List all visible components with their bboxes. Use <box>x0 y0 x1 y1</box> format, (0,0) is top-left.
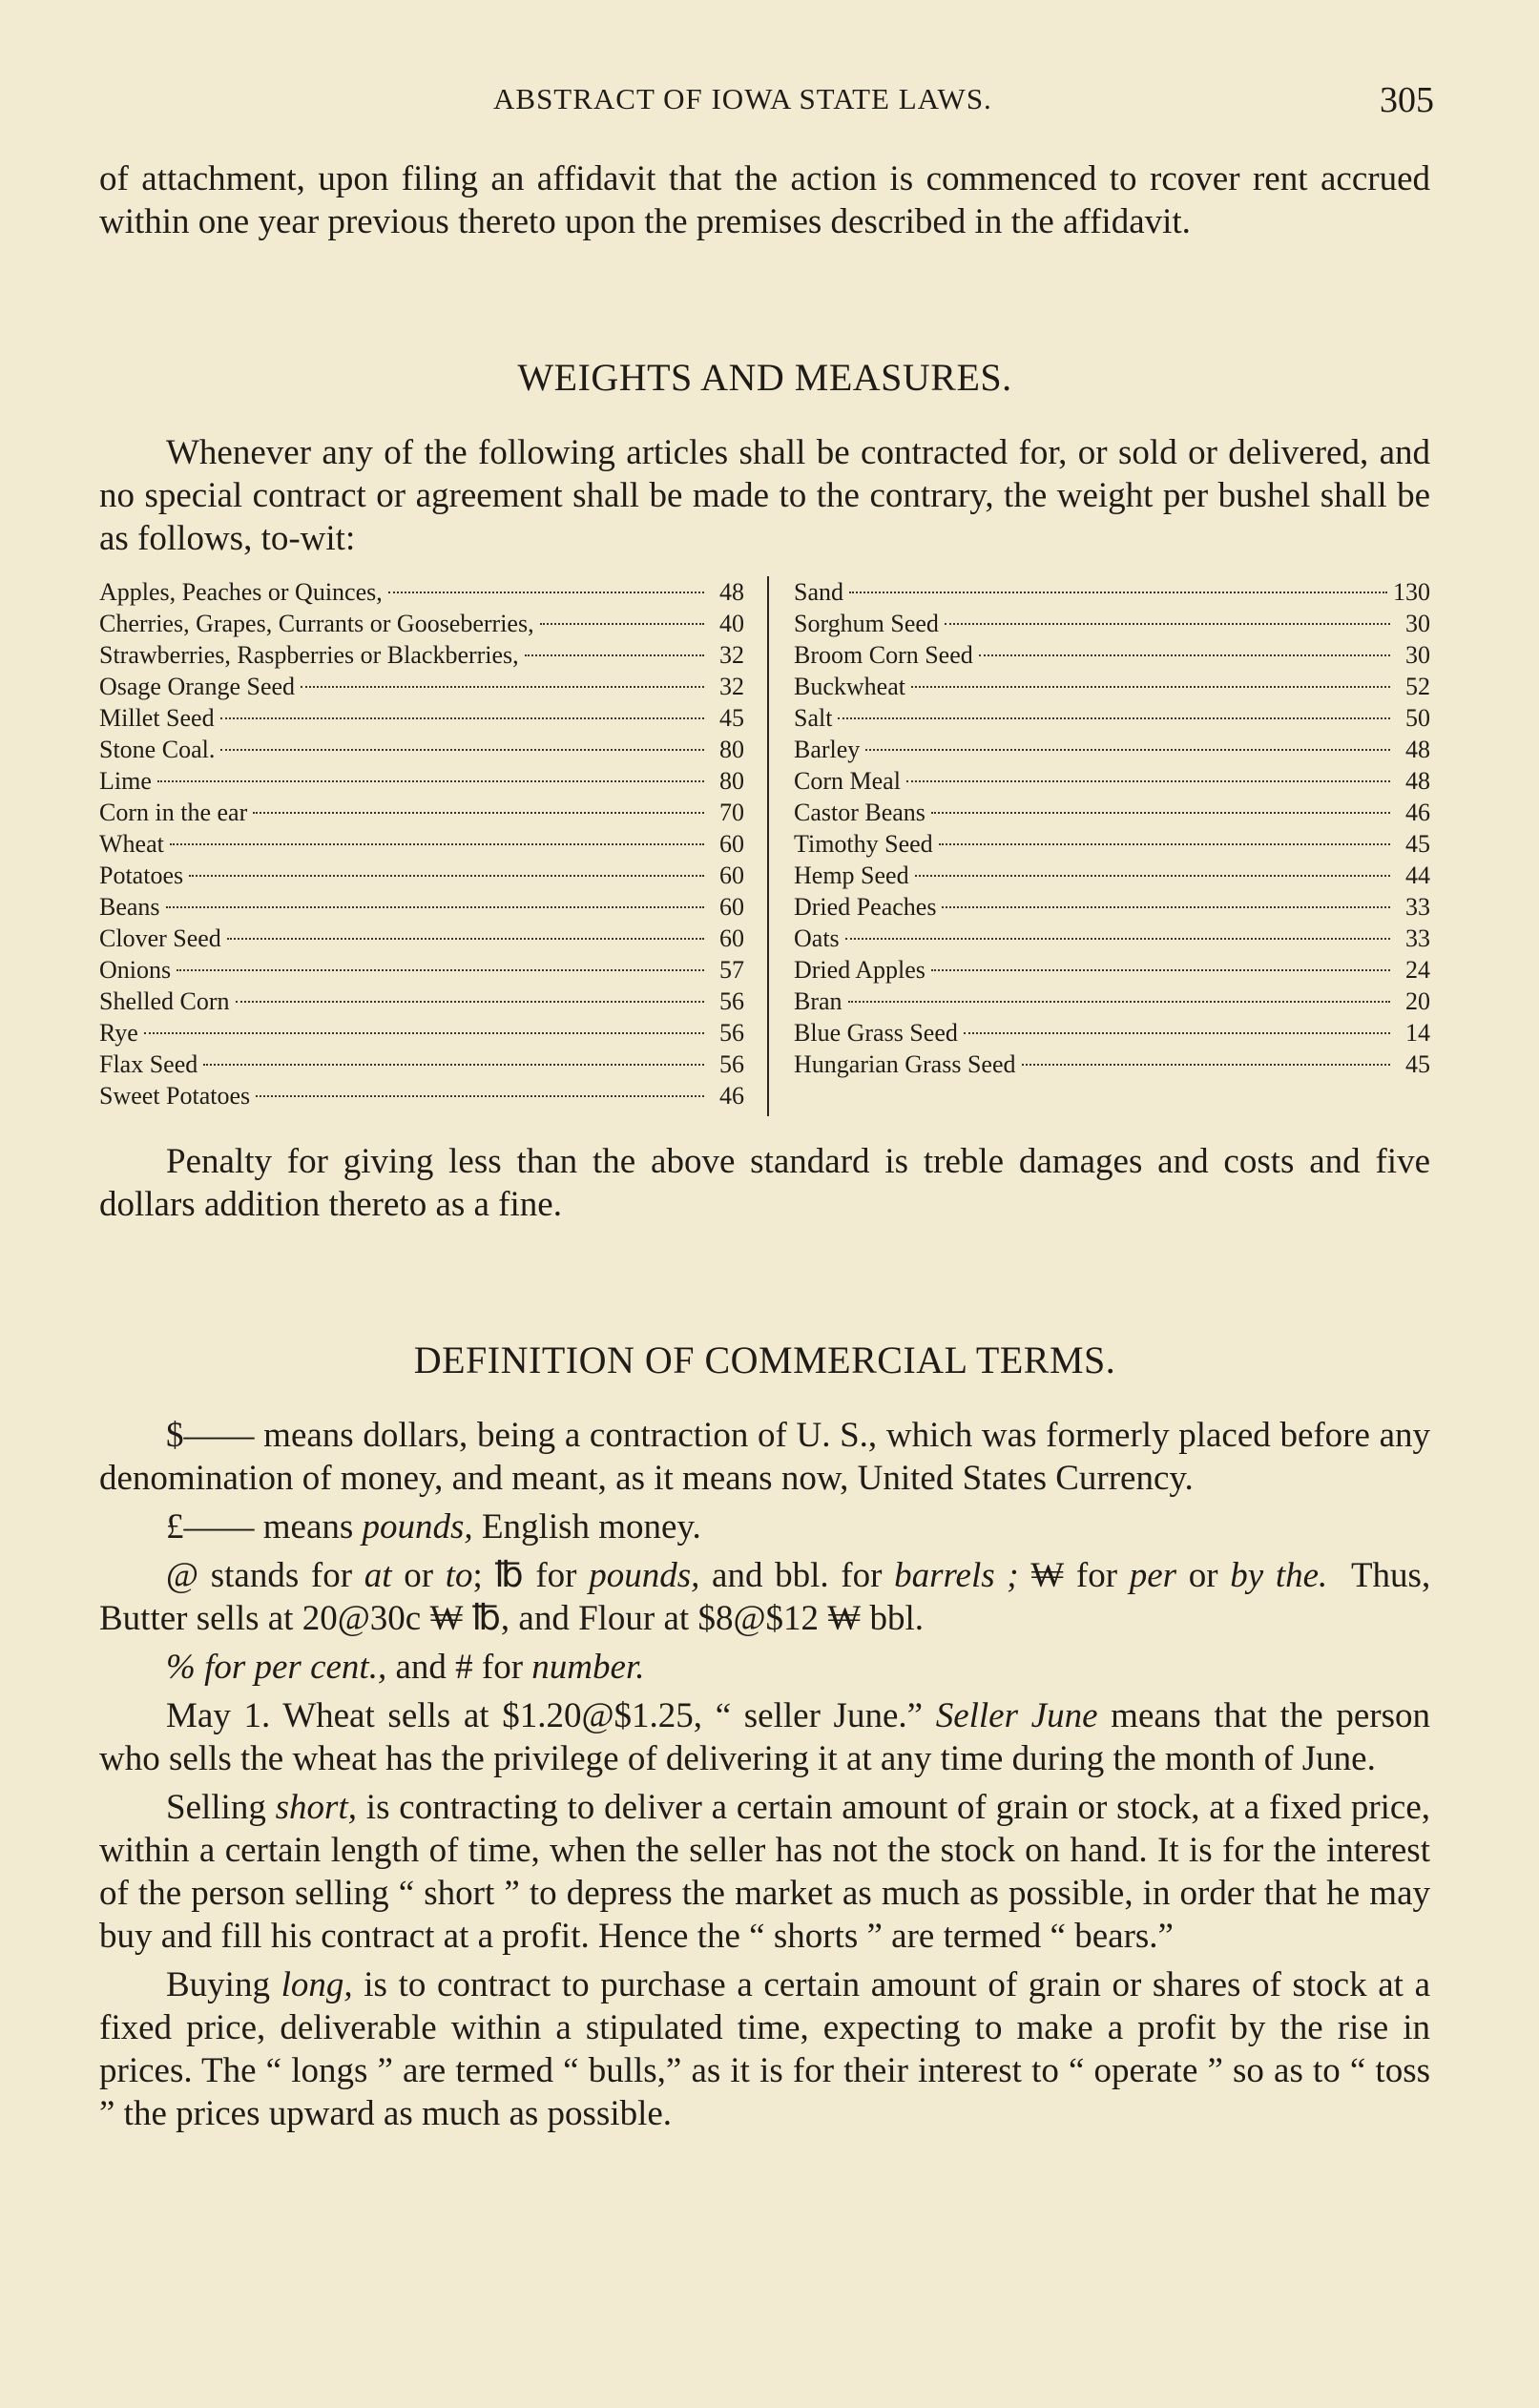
item-name: Sand <box>794 578 843 606</box>
dot-leader <box>170 843 704 845</box>
dot-leader <box>166 906 704 908</box>
item-name: Potatoes <box>99 861 184 889</box>
dot-leader <box>227 938 704 940</box>
item-weight: 52 <box>1405 673 1430 700</box>
at-text-5: and bbl. for <box>712 1556 883 1595</box>
item-weight: 60 <box>719 861 744 889</box>
running-title: ABSTRACT OF IOWA STATE LAWS. <box>493 82 992 115</box>
weights-left-row <box>99 923 744 954</box>
weights-left-row <box>99 891 744 923</box>
at-text-1: stands for <box>210 1556 353 1595</box>
weights-left-row <box>99 1017 744 1048</box>
dot-leader <box>964 1032 1390 1034</box>
weights-left-column <box>99 576 744 1111</box>
may-text-2: means that the person who sells the wheat has the privilege of delivering it at any time during the month of June. <box>99 1696 1430 1778</box>
item-weight: 44 <box>1405 861 1430 889</box>
dot-leader <box>203 1064 704 1066</box>
item-name: Barley <box>794 736 861 763</box>
at-text-4: for <box>535 1556 577 1595</box>
weights-right-row <box>794 639 1430 671</box>
running-head <box>100 82 1434 124</box>
item-weight: 32 <box>719 641 744 669</box>
item-weight: 80 <box>719 767 744 795</box>
item-weight: 45 <box>1405 1050 1430 1078</box>
item-weight: 56 <box>719 1050 744 1078</box>
weights-intro-block <box>99 431 1430 560</box>
weights-left-row <box>99 765 744 797</box>
dot-leader <box>845 938 1390 940</box>
item-weight: 33 <box>1405 924 1430 952</box>
may-italic: Seller June <box>935 1696 1098 1735</box>
item-name: Bran <box>794 987 842 1015</box>
item-name: Apples, Peaches or Quinces, <box>99 578 383 606</box>
at-italic-4: barrels ; <box>894 1556 1019 1595</box>
item-name: Cherries, Grapes, Currants or Gooseberries, <box>99 610 534 637</box>
weights-left-row <box>99 608 744 639</box>
buying-long-definition <box>99 1963 1430 2135</box>
item-name: Castor Beans <box>794 799 925 826</box>
weights-left-row <box>99 954 744 986</box>
weights-right-row <box>794 1017 1430 1048</box>
short-text-1: Selling <box>166 1788 266 1827</box>
dot-leader <box>189 875 704 877</box>
short-italic: short, <box>275 1788 357 1827</box>
weights-left-row <box>99 828 744 860</box>
item-weight: 56 <box>719 987 744 1015</box>
item-name: Broom Corn Seed <box>794 641 973 669</box>
long-italic: long, <box>281 1965 353 2004</box>
at-text-8: Thus, Butter sells at 20@30c ₩ ℔, and Flour at $8@$12 ₩ bbl. <box>99 1556 1431 1638</box>
weights-right-row <box>794 891 1430 923</box>
dollar-definition <box>99 1414 1430 1500</box>
item-name: Buckwheat <box>794 673 905 700</box>
item-weight: 46 <box>719 1082 744 1110</box>
weights-right-row <box>794 954 1430 986</box>
column-divider <box>767 576 769 1116</box>
weights-left-row <box>99 797 744 828</box>
item-weight: 60 <box>719 924 744 952</box>
weights-right-row <box>794 1048 1430 1080</box>
pound-weight-symbol: ℔ <box>494 1556 524 1595</box>
item-name: Oats <box>794 924 840 952</box>
item-name: Shelled Corn <box>99 987 230 1015</box>
weights-right-row <box>794 765 1430 797</box>
item-weight: 130 <box>1393 578 1430 606</box>
dot-leader <box>911 686 1390 688</box>
item-name: Hemp Seed <box>794 861 909 889</box>
item-weight: 60 <box>719 830 744 858</box>
item-name: Clover Seed <box>99 924 221 952</box>
dot-leader <box>931 969 1390 971</box>
weights-intro: Whenever any of the following articles shall be contracted for, or sold or delivered, and no special contract or agreement shall be made to the contrary, the weight per bushel shall be as follows, to-wit: <box>99 433 1430 558</box>
at-italic-6: by the. <box>1230 1556 1328 1595</box>
item-name: Rye <box>99 1019 138 1047</box>
dot-leader <box>144 1032 704 1034</box>
dot-leader <box>915 875 1390 877</box>
at-text-6: for <box>1075 1556 1118 1595</box>
item-weight: 46 <box>1405 799 1430 826</box>
dot-leader <box>388 592 704 593</box>
at-symbol: @ <box>166 1556 199 1595</box>
item-name: Timothy Seed <box>794 830 933 858</box>
dot-leader <box>945 623 1390 625</box>
dot-leader <box>301 686 704 688</box>
item-name: Millet Seed <box>99 704 215 732</box>
pound-definition <box>99 1505 1430 1548</box>
item-weight: 14 <box>1405 1019 1430 1047</box>
item-name: Strawberries, Raspberries or Blackberries, <box>99 641 519 669</box>
at-text-7: or <box>1188 1556 1218 1595</box>
item-weight: 20 <box>1405 987 1430 1015</box>
dot-leader <box>838 717 1390 719</box>
commercial-heading: DEFINITION OF COMMERCIAL TERMS. <box>413 1339 1116 1381</box>
penalty-paragraph: Penalty for giving less than the above standard is treble damages and costs and five dollars addition thereto as a fine. <box>99 1142 1430 1224</box>
per-symbol: ₩ <box>1030 1556 1065 1595</box>
dot-leader <box>979 654 1390 656</box>
dot-leader <box>865 749 1390 751</box>
item-weight: 30 <box>1405 641 1430 669</box>
item-name: Corn Meal <box>794 767 901 795</box>
intro-paragraph-block <box>99 157 1430 243</box>
item-name: Blue Grass Seed <box>794 1019 958 1047</box>
commercial-definitions <box>99 1414 1430 2135</box>
item-weight: 48 <box>719 578 744 606</box>
dot-leader <box>906 780 1390 782</box>
long-text-1: Buying <box>166 1965 270 2004</box>
weights-left-row <box>99 734 744 765</box>
item-weight: 40 <box>719 610 744 637</box>
weights-left-row <box>99 1080 744 1111</box>
dollar-symbol: $—— <box>166 1416 255 1455</box>
page-number: 305 <box>1380 80 1434 120</box>
dot-leader <box>236 1001 705 1003</box>
item-name: Osage Orange Seed <box>99 673 296 700</box>
dot-leader <box>220 717 704 719</box>
number-symbol: # <box>455 1648 473 1687</box>
dot-leader <box>849 592 1387 593</box>
pound-symbol: £—— <box>166 1507 255 1547</box>
item-weight: 56 <box>719 1019 744 1047</box>
weights-right-row <box>794 797 1430 828</box>
item-weight: 48 <box>1405 767 1430 795</box>
item-name: Dried Apples <box>794 956 925 984</box>
item-weight: 50 <box>1405 704 1430 732</box>
long-text-2: is to contract to purchase a certain amount of grain or shares of stock at a fixed price, deliverable within a stipulated time, expecting to make a profit by the rise in prices. The “ longs ” are termed “ bulls,” as it is for their interest to “ operate ” so as to “ toss ” the prices upward as much as possible. <box>99 1965 1430 2133</box>
weights-left-row <box>99 860 744 891</box>
dollar-text: means dollars, being a contraction of U. S., which was formerly placed before any denomination of money, and meant, as it means now, United States Currency. <box>99 1416 1431 1498</box>
item-weight: 48 <box>1405 736 1430 763</box>
item-weight: 24 <box>1405 956 1430 984</box>
pound-text-1: means <box>262 1507 354 1547</box>
weights-left-row <box>99 639 744 671</box>
at-text-2: or <box>404 1556 434 1595</box>
weights-left-row <box>99 986 744 1017</box>
dot-leader <box>931 812 1390 814</box>
dot-leader <box>157 780 704 782</box>
item-name: Lime <box>99 767 152 795</box>
weights-right-row <box>794 576 1430 608</box>
dot-leader <box>942 906 1390 908</box>
dot-leader <box>220 749 704 751</box>
weights-right-row <box>794 860 1430 891</box>
item-weight: 70 <box>719 799 744 826</box>
dot-leader <box>177 969 704 971</box>
weights-right-row <box>794 923 1430 954</box>
item-weight: 60 <box>719 893 744 921</box>
percent-italic-1: % for <box>166 1648 246 1687</box>
item-name: Onions <box>99 956 172 984</box>
penalty-block <box>99 1140 1430 1226</box>
weights-left-row <box>99 1048 744 1080</box>
item-weight: 57 <box>719 956 744 984</box>
at-italic-2: to <box>445 1556 473 1595</box>
item-weight: 30 <box>1405 610 1430 637</box>
item-name: Wheat <box>99 830 164 858</box>
weights-right-row <box>794 734 1430 765</box>
item-name: Corn in the ear <box>99 799 248 826</box>
weights-right-row <box>794 671 1430 702</box>
weights-right-row <box>794 608 1430 639</box>
pound-italic: pounds, <box>362 1507 473 1547</box>
item-weight: 45 <box>1405 830 1430 858</box>
seller-june-definition <box>99 1694 1430 1780</box>
weights-right-column <box>794 576 1430 1080</box>
at-italic-3: pounds, <box>589 1556 700 1595</box>
percent-italic-2: per cent., <box>254 1648 387 1687</box>
percent-definition <box>99 1646 1430 1689</box>
dot-leader <box>525 654 704 656</box>
item-name: Salt <box>794 704 833 732</box>
pound-text-2: English money. <box>481 1507 701 1547</box>
dot-leader <box>939 843 1390 845</box>
weights-right-row <box>794 702 1430 734</box>
weights-left-row <box>99 702 744 734</box>
item-weight: 45 <box>719 704 744 732</box>
percent-text-1: and <box>395 1648 447 1687</box>
item-name: Sorghum Seed <box>794 610 939 637</box>
item-name: Sweet Potatoes <box>99 1082 251 1110</box>
item-name: Dried Peaches <box>794 893 937 921</box>
item-weight: 33 <box>1405 893 1430 921</box>
may-text-1: May 1. Wheat sells at $1.20@$1.25, “ seller June.” <box>166 1696 924 1735</box>
weights-left-row <box>99 576 744 608</box>
dot-leader <box>1022 1064 1391 1066</box>
dot-leader <box>540 623 704 625</box>
item-name: Beans <box>99 893 160 921</box>
dot-leader <box>848 1001 1390 1003</box>
selling-short-definition <box>99 1786 1430 1958</box>
item-name: Flax Seed <box>99 1050 198 1078</box>
weights-heading: WEIGHTS AND MEASURES. <box>517 356 1012 399</box>
weights-table <box>99 576 1430 1120</box>
dot-leader <box>253 812 704 814</box>
item-weight: 32 <box>719 673 744 700</box>
at-definition <box>99 1554 1430 1640</box>
dot-leader <box>256 1095 704 1097</box>
item-weight: 80 <box>719 736 744 763</box>
at-text-3: ; <box>472 1556 483 1595</box>
intro-paragraph: of attachment, upon filing an affidavit that the action is commenced to rcover rent accrued within one year previous thereto upon the premises described in the affidavit. <box>99 159 1430 241</box>
item-name: Stone Coal. <box>99 736 216 763</box>
weights-right-row <box>794 828 1430 860</box>
short-text-2: is contracting to deliver a certain amount of grain or stock, at a fixed price, within a certain length of time, when the seller has not the stock on hand. It is for the interest of the person selling “ short ” to depress the market as much as possible, in order that he may buy and fill his contract at a profit. Hence the “ shorts ” are termed “ bears.” <box>99 1788 1431 1956</box>
weights-right-row <box>794 986 1430 1017</box>
at-italic-1: at <box>364 1556 392 1595</box>
item-name: Hungarian Grass Seed <box>794 1050 1016 1078</box>
weights-left-row <box>99 671 744 702</box>
at-italic-5: per <box>1129 1556 1177 1595</box>
percent-italic-3: number. <box>531 1648 645 1687</box>
percent-text-2: for <box>481 1648 524 1687</box>
